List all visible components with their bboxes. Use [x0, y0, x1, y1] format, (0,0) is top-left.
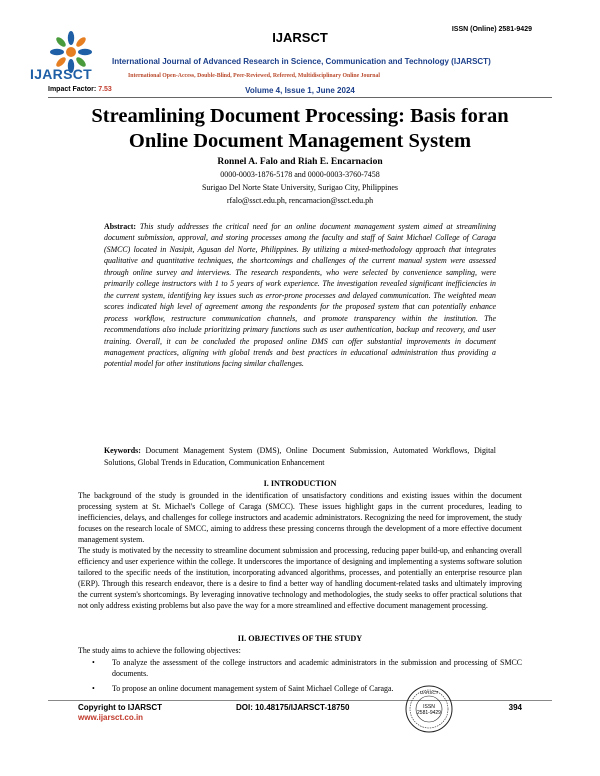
- authors: Ronnel A. Falo and Riah E. Encarnacion: [217, 157, 383, 167]
- header-divider: [48, 97, 552, 98]
- copyright: Copyright to IJARSCT: [78, 703, 162, 712]
- objectives-intro: The study aims to achieve the following objectives:: [78, 646, 241, 655]
- orcid-ids: 0000-0003-1876-5178 and 0000-0003-3760-7458: [220, 170, 380, 179]
- impact-value: 7.53: [98, 86, 112, 93]
- introduction-heading: I. INTRODUCTION: [263, 479, 337, 488]
- abstract: [104, 221, 496, 370]
- author-emails[interactable]: rfalo@ssct.edu.ph, rencarnacion@ssct.edu.ph: [226, 196, 374, 205]
- objectives-list: [78, 657, 522, 698]
- paper-title: [60, 104, 540, 154]
- list-item: [78, 683, 522, 694]
- journal-name: International Journal of Advanced Research in Science, Communication and Technology (IJARSCT): [112, 57, 491, 66]
- logo-wordmark: IJARSCT: [30, 66, 92, 82]
- title-line-2: Online Document Management System: [128, 130, 472, 152]
- objectives-heading: II. OBJECTIVES OF THE STUDY: [237, 634, 363, 643]
- introduction-paragraph-1: The background of the study is grounded in the identification of unsatisfactory conditions and existing issues within the document processing system at St. Michael's College of Caraga (SMCC). These issues highlight gaps in the current procedures, leading to inefficiencies, delays, and challenges for college instructors and academic administrators. Recognizing the need for improvement, the study focuses on the research locale of SMCC, aiming to address these pressing concerns through the development of a more effective document management system.: [78, 491, 522, 545]
- bullet-icon: •: [92, 658, 95, 667]
- introduction-paragraph-2: The study is motivated by the necessity to streamline document submission and processing, reducing paper build-up, and enhancing overall efficiency and user experience within the college. It underscores the importance of designing and implementing a systems software solution tailored to the specific needs of the institution, incorporating advanced algorithms, processes, and potentially an enterprise resource plan (ERP). Through this research endeavor, there is a desire to find a better way of handling document-related tasks and ultimately improving the current system's shortcomings. By leveraging innovative technology and methodologies, the study seeks to offer practical solutions that not only address existing problems but also pave the way for a more streamlined and effective document management processing.: [78, 546, 522, 611]
- svg-text:ISSN: ISSN: [423, 704, 435, 710]
- doi[interactable]: DOI: 10.48175/IJARSCT-18750: [236, 703, 350, 712]
- title-line-1: Streamlining Document Processing: Basis foran: [91, 105, 509, 127]
- journal-subtitle: International Open-Access, Double-Blind, Peer-Reviewed, Refereed, Multidisciplinary Online Journal: [128, 73, 380, 79]
- keywords-label: Keywords:: [104, 446, 141, 455]
- website-link[interactable]: www.ijarsct.co.in: [78, 713, 144, 722]
- svg-text:IJARSCT: IJARSCT: [419, 690, 439, 695]
- keywords: [104, 445, 496, 468]
- list-item: [78, 657, 522, 679]
- objective-text: To propose an online document management system of Saint Michael College of Caraga.: [112, 684, 394, 693]
- issn-label: ISSN (Online) 2581-9429: [451, 26, 532, 33]
- abstract-label: Abstract:: [104, 222, 136, 231]
- impact-label: Impact Factor:: [48, 86, 97, 93]
- volume-issue: Volume 4, Issue 1, June 2024: [245, 86, 355, 95]
- abstract-text: This study addresses the critical need for an online document management system aimed at streamlining document submission, approval, and storing processes among the faculty and staff of Saint Michael College of Caraga (SMCC) located in Nasipit, Agusan del Norte, Philippines. By utilizing a mixed-methodology approach that integrates qualitative and quantitative techniques, the shortcomings and challenges of the current manual system were assessed through online survey and interviews. The research respondents, who were selected by convenience sampling, were primarily college instructors with 1 to 5 years of work experience. The investigation revealed significant inefficiencies in the current system, identifying key issues such as error-prone processes and delayed communication. The weighted mean scores indicated high level of agreement among the respondents for the proposed system that can potentially enhance process workflow, restructure communication channels, and promote transparency within the institution. The recommendations also include prioritizing primary functions such as user authentication, backup and recovery, and user training. Overall, it can be concluded the proposed online DMS can offer substantial improvements in document management practices, aligning with global trends and best practices in educational administration thus providing a potential model for other institutions facing similar challenges.: [104, 222, 496, 369]
- page-number: 394: [508, 703, 522, 712]
- journal-seal-icon: [404, 684, 454, 734]
- header-brand: IJARSCT: [272, 30, 328, 45]
- keywords-text: Document Management System (DMS), Online Document Submission, Automated Workflows, Digital Solutions, Global Trends in Education, Communication Enhancement: [104, 446, 496, 467]
- bullet-icon: •: [92, 684, 95, 693]
- svg-text:2581-9429: 2581-9429: [417, 710, 441, 716]
- affiliation: Surigao Del Norte State University, Surigao City, Philippines: [201, 183, 399, 192]
- objective-text: To analyze the assessment of the college instructors and academic administrators in the submission and processing of SMCC documents.: [112, 658, 522, 678]
- footer-divider: [48, 700, 552, 701]
